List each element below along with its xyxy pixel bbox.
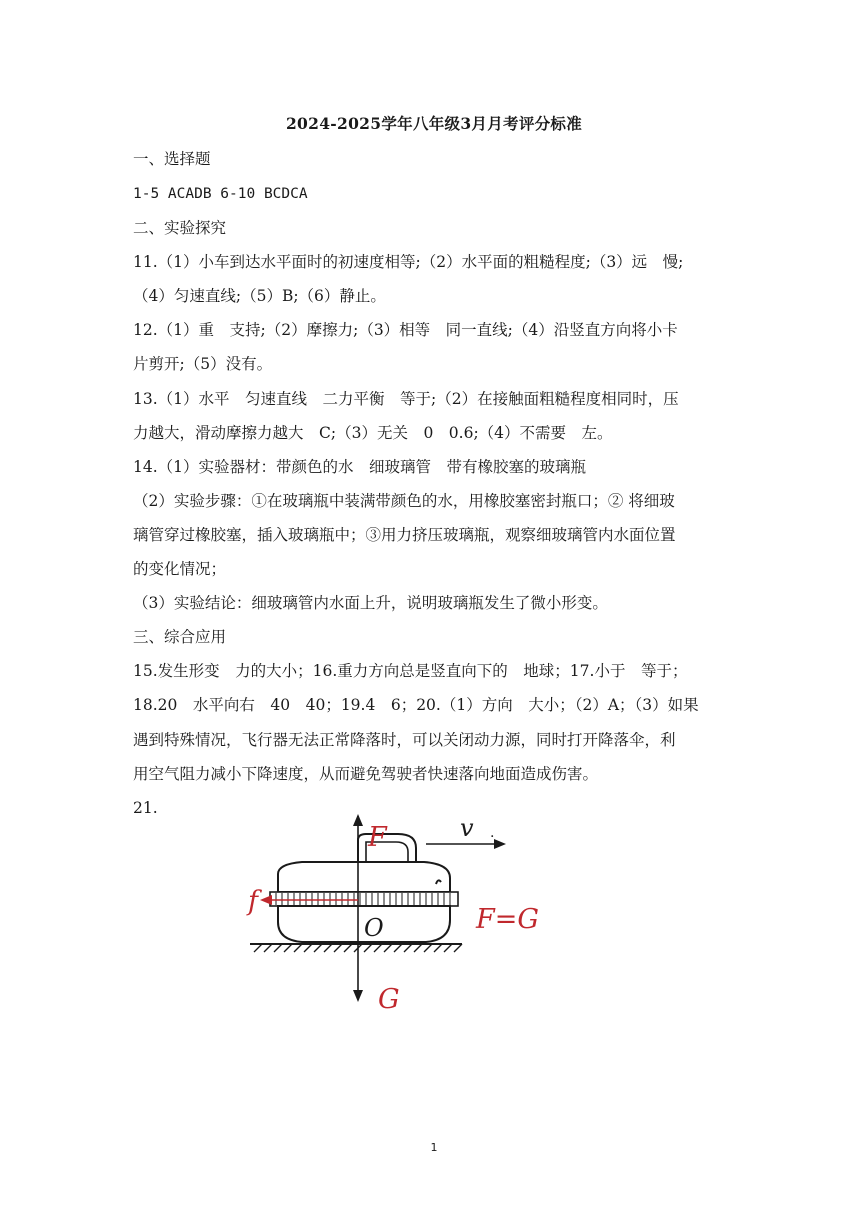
answer-18-20-line-1: 18.20 水平向右 40 40；19.4 6；20.（1）方向 大小；（2）A；（3）如果 (133, 696, 699, 714)
answer-21-number: 21. (133, 799, 158, 817)
answer-20-line-3: 用空气阻力减小下降速度，从而避免驾驶者快速落向地面造成伤害。 (133, 765, 599, 783)
section-heading-experiment: 二、实验探究 (133, 219, 227, 237)
label-f: f (248, 886, 258, 917)
label-F-equals-G: F=G (476, 904, 539, 935)
answer-14-steps-line-3: 的变化情况； (133, 560, 227, 578)
answer-20-line-2: 遇到特殊情况，飞行器无法正常降落时，可以关闭动力源，同时打开降落伞，利 (133, 731, 676, 749)
answer-12-line-1: 12.（1）重 支持;（2）摩擦力;（3）相等 同一直线;（4）沿竖直方向将小卡 (133, 321, 678, 339)
answer-13-line-1: 13.（1）水平 匀速直线 二力平衡 等于;（2）在接触面粗糙程度相同时，压 (133, 390, 679, 408)
answer-14-conclusion: （3）实验结论：细玻璃管内水面上升，说明玻璃瓶发生了微小形变。 (133, 594, 608, 612)
answer-12-line-2: 片剪开;（5）没有。 (133, 355, 273, 373)
choice-answers: 1-5 ACADB 6-10 BCDCA (133, 186, 308, 202)
answer-11-line-1: 11.（1）小车到达水平面时的初速度相等;（2）水平面的粗糙程度;（3）远 慢; (133, 253, 684, 271)
answer-14-steps-line-2: 璃管穿过橡胶塞，插入玻璃瓶中；③用力挤压玻璃瓶，观察细玻璃管内水面位置 (133, 526, 676, 544)
answer-14-materials: 14.（1）实验器材：带颜色的水 细玻璃管 带有橡胶塞的玻璃瓶 (133, 458, 587, 476)
label-O: O (364, 914, 384, 942)
label-G: G (378, 984, 400, 1015)
label-v-dot: . (490, 825, 495, 841)
section-heading-choice: 一、选择题 (133, 150, 211, 168)
label-F: F (368, 822, 387, 853)
ground (250, 944, 462, 952)
section-heading-application: 三、综合应用 (133, 628, 227, 646)
page-number: 1 (430, 1141, 438, 1154)
answer-13-line-2: 力越大，滑动摩擦力越大 C;（3）无关 0 0.6;（4）不需要 左。 (133, 424, 613, 442)
force-diagram (240, 812, 560, 1022)
answer-11-line-2: （4）匀速直线;（5）B;（6）静止。 (133, 287, 386, 305)
label-v: v (460, 814, 474, 842)
page-title: 2024-2025学年八年级3月月考评分标准 (285, 114, 583, 133)
answer-15-17: 15.发生形变 力的大小；16.重力方向总是竖直向下的 地球；17.小于 等于； (133, 662, 688, 680)
answer-14-steps-line-1: （2）实验步骤：①在玻璃瓶中装满带颜色的水，用橡胶塞密封瓶口；② 将细玻 (133, 492, 675, 510)
